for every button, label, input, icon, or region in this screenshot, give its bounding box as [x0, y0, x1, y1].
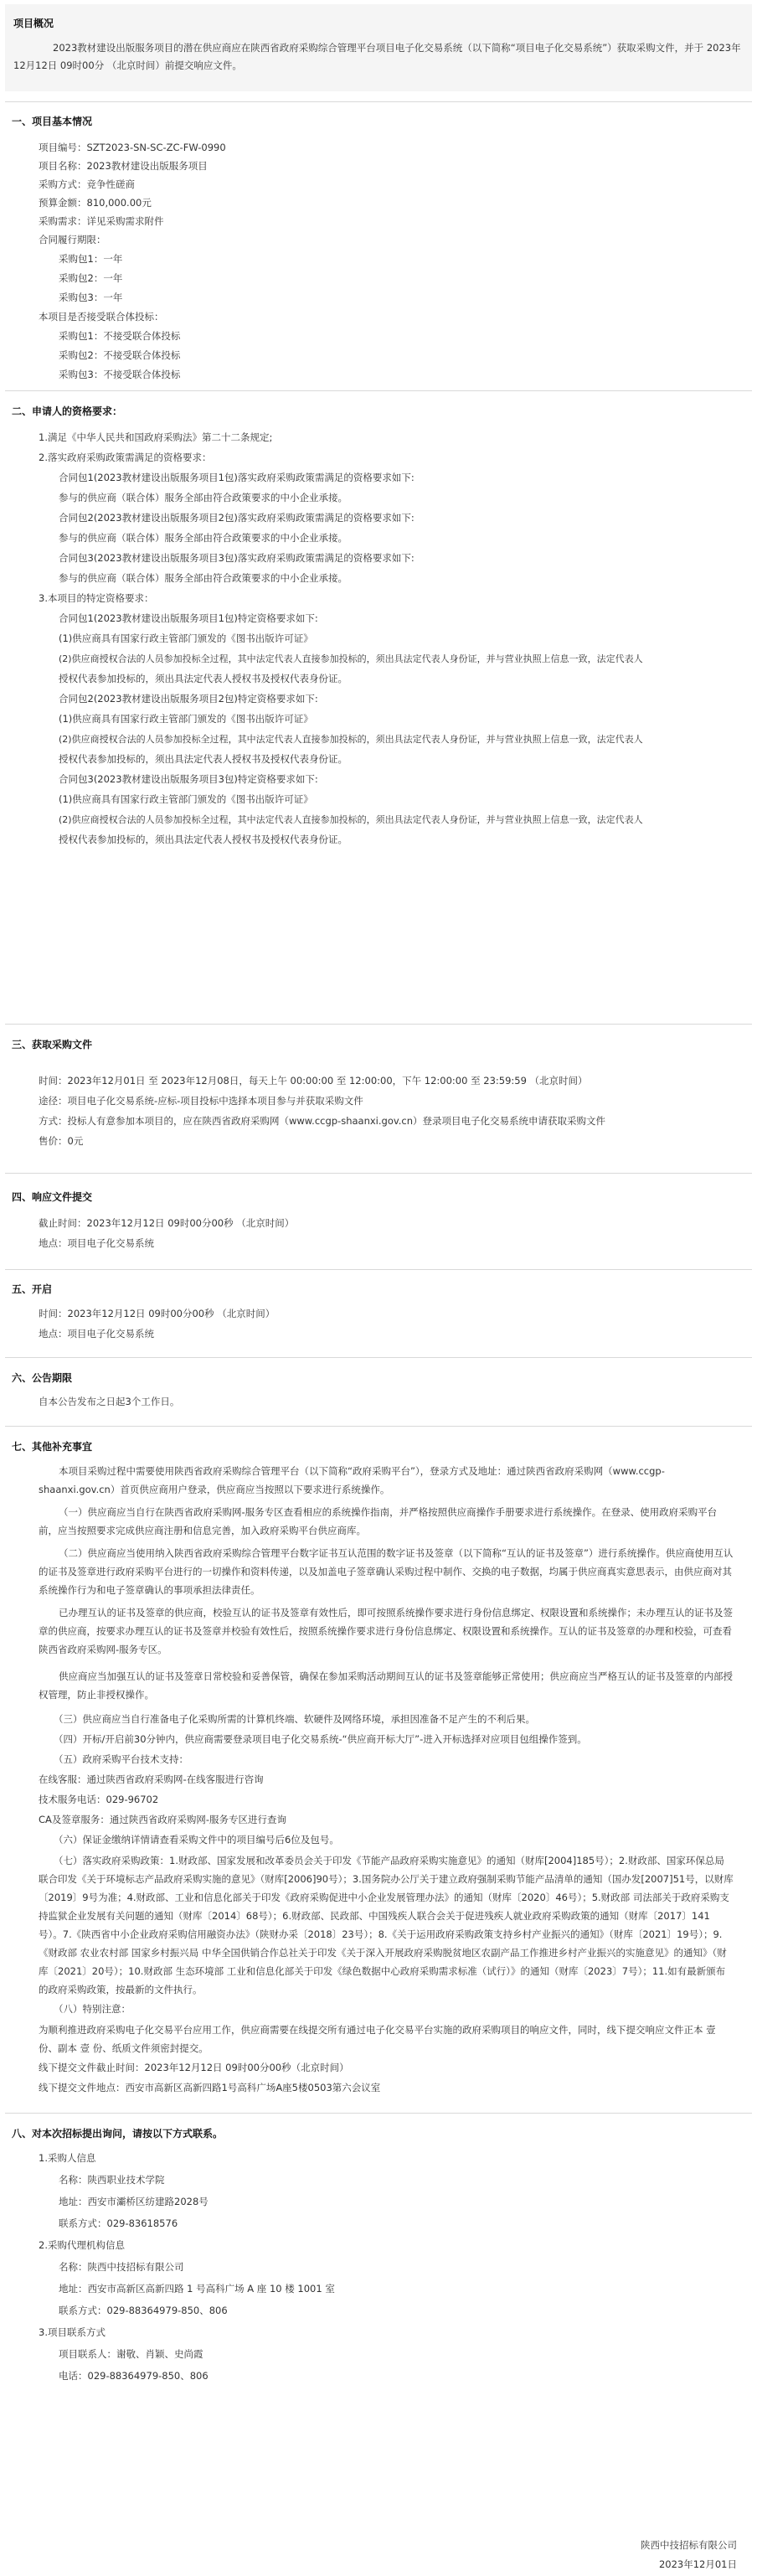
- overview-title: 项目概况: [13, 18, 54, 29]
- section-title-basic-info: 一、项目基本情况: [12, 116, 93, 127]
- qualification-line: (2)供应商授权合法的人员参加投标全过程，其中法定代表人直接参加投标的，须出具法定代表人身份证，并与营业执照上信息一致，法定代表人: [59, 734, 643, 745]
- divider: [5, 1173, 752, 1174]
- project-number: 项目编号：SZT2023-SN-SC-ZC-FW-0990: [39, 142, 226, 153]
- opening-location: 地点：项目电子化交易系统: [39, 1328, 154, 1340]
- contact-line: 联系方式：029-88364979-850、806: [59, 2305, 228, 2316]
- qualification-line: 参与的供应商（联合体）服务全部由符合政策要求的中小企业承接。: [59, 572, 348, 584]
- contact-heading: 1.采购人信息: [39, 2152, 96, 2164]
- qualification-line: 参与的供应商（联合体）服务全部由符合政策要求的中小企业承接。: [59, 532, 348, 544]
- divider: [5, 101, 752, 102]
- submission-deadline: 截止时间：2023年12月12日 09时00分00秒 （北京时间）: [39, 1217, 295, 1229]
- section-title-contact: 八、对本次招标提出询问，请按以下方式联系。: [12, 2128, 224, 2140]
- other-matters-line: 在线客服：通过陕西省政府采购网-在线客服进行咨询: [39, 1773, 264, 1785]
- divider: [5, 1024, 752, 1025]
- contact-heading: 3.项目联系方式: [39, 2326, 106, 2338]
- contact-line: 项目联系人：谢敬、肖颖、史尚霞: [59, 2348, 203, 2360]
- divider: [5, 390, 752, 391]
- offline-deadline: 线下提交文件截止时间：2023年12月12日 09时00分00秒（北京时间）: [39, 2062, 349, 2073]
- qualification-line: 授权代表参加投标的，须出具法定代表人授权书及授权代表身份证。: [59, 673, 348, 684]
- other-matters-line: （八）特别注意：: [54, 2003, 131, 2015]
- signature-date: 2023年12月01日: [658, 2558, 737, 2570]
- budget-amount: 预算金额：810,000.00元: [39, 197, 152, 209]
- qualification-line: 合同包2(2023教材建设出版服务项目2包)落实政府采购政策需满足的资格要求如下:: [59, 512, 415, 524]
- procurement-method: 采购方式：竞争性磋商: [39, 178, 135, 190]
- signature-org: 陕西中技招标有限公司: [641, 2539, 737, 2551]
- package-3-period: 采购包3：一年: [59, 292, 123, 303]
- other-matters-paragraph: 为顺利推进政府采购电子化交易平台应用工作，供应商需要在线提交所有通过电子化交易平台实施的政府采购项目的响应文件，同时，线下提交响应文件正本 壹 份、副本 壹 份、纸质文件须密封提交。: [39, 2024, 716, 2054]
- contact-line: 地址：西安市灞桥区纺建路2028号: [59, 2196, 209, 2207]
- contact-line: 名称：陕西中技招标有限公司: [59, 2261, 184, 2273]
- qualification-line: 参与的供应商（联合体）服务全部由符合政策要求的中小企业承接。: [59, 492, 348, 503]
- overview-box: [5, 4, 752, 91]
- contact-line: 名称：陕西职业技术学院: [59, 2174, 165, 2186]
- obtain-time: 时间：2023年12月01日 至 2023年12月08日，每天上午 00:00:00 至 12:00:00，下午 12:00:00 至 23:59:59 （北京时间）: [39, 1075, 588, 1087]
- qualification-line: (2)供应商授权合法的人员参加投标全过程，其中法定代表人直接参加投标的，须出具法定代表人身份证，并与营业执照上信息一致，法定代表人: [59, 814, 643, 825]
- contact-line: 电话：029-88364979-850、806: [59, 2370, 209, 2382]
- qualification-line: 2.落实政府采购政策需满足的资格要求：: [39, 452, 212, 463]
- other-matters-line: （五）政府采购平台技术支持：: [54, 1753, 188, 1765]
- package-1-period: 采购包1：一年: [59, 253, 123, 265]
- qualification-line: 合同包3(2023教材建设出版服务项目3包)落实政府采购政策需满足的资格要求如下:: [59, 552, 415, 564]
- qualification-line: (2)供应商授权合法的人员参加投标全过程，其中法定代表人直接参加投标的，须出具法定代表人身份证，并与营业执照上信息一致，法定代表人: [59, 653, 643, 664]
- contact-line: 地址：西安市高新区高新四路 1 号高科广场 A 座 10 楼 1001 室: [59, 2283, 335, 2295]
- qualification-line: 授权代表参加投标的，须出具法定代表人授权书及授权代表身份证。: [59, 753, 348, 765]
- other-matters-line: （三）供应商应当自行准备电子化采购所需的计算机终端、软硬件及网络环境，承担因准备不足产生的不利后果。: [54, 1713, 535, 1725]
- contact-heading: 2.采购代理机构信息: [39, 2239, 125, 2251]
- other-matters-line: CA及签章服务：通过陕西省政府采购网-服务专区进行查询: [39, 1814, 287, 1825]
- submission-location: 地点：项目电子化交易系统: [39, 1237, 154, 1249]
- other-matters-paragraph: 本项目采购过程中需要使用陕西省政府采购综合管理平台（以下简称“政府采购平台”），登录方式及地址：通过陕西省政府采购网（www.ccgp-shaanxi.gov.cn）首页供应商用户登录，供应商应当按照以下要求进行系统操作。: [39, 1465, 665, 1495]
- qualification-line: 合同包3(2023教材建设出版服务项目3包)特定资格要求如下:: [59, 773, 318, 785]
- contract-period-label: 合同履行期限：: [39, 234, 106, 245]
- divider: [5, 1357, 752, 1358]
- qualification-line: (1)供应商具有国家行政主管部门颁发的《图书出版许可证》: [59, 793, 313, 805]
- section-title-other-matters: 七、其他补充事宜: [12, 1441, 93, 1453]
- qualification-line: 合同包2(2023教材建设出版服务项目2包)特定资格要求如下:: [59, 693, 318, 705]
- other-matters-paragraph: 供应商应当加强互认的证书及签章日常校验和妥善保管，确保在参加采购活动期间互认的证书及签章能够正常使用；供应商应当严格互认的证书及签章的内部授权管理，防止非授权操作。: [39, 1670, 733, 1701]
- divider: [5, 1269, 752, 1270]
- section-title-obtain-documents: 三、获取采购文件: [12, 1039, 93, 1051]
- other-matters-paragraph: 已办理互认的证书及签章的供应商，校验互认的证书及签章有效性后，即可按照系统操作要求进行身份信息绑定、权限设置和系统操作；未办理互认的证书及签章的供应商，按要求办理互认的证书及签章并校验有效性后，按照系统操作要求进行身份信息绑定、权限设置和系统操作。互认的证书及签章的办理和校验，可查看陕西省政府采购网-服务专区。: [39, 1607, 733, 1655]
- procurement-requirement: 采购需求：详见采购需求附件: [39, 215, 164, 227]
- package-1-consortium: 采购包1：不接受联合体投标: [59, 330, 181, 342]
- other-matters-line: （六）保证金缴纳详情请查看采购文件中的项目编号后6位及包号。: [54, 1834, 339, 1846]
- project-name: 项目名称：2023教材建设出版服务项目: [39, 160, 208, 172]
- package-2-consortium: 采购包2：不接受联合体投标: [59, 349, 181, 361]
- section-title-qualification: 二、申请人的资格要求：: [12, 405, 123, 417]
- qualification-line: 3.本项目的特定资格要求：: [39, 592, 154, 604]
- divider: [5, 1426, 752, 1427]
- section-title-opening: 五、开启: [12, 1283, 53, 1295]
- section-title-notice-period: 六、公告期限: [12, 1372, 73, 1384]
- qualification-line: 合同包1(2023教材建设出版服务项目1包)特定资格要求如下:: [59, 612, 318, 624]
- qualification-line: (1)供应商具有国家行政主管部门颁发的《图书出版许可证》: [59, 713, 313, 725]
- other-matters-line: （四）开标/开启前30分钟内，供应商需要登录项目电子化交易系统-“供应商开标大厅”-进入开标选择对应项目包组操作签到。: [54, 1733, 587, 1745]
- qualification-line: 合同包1(2023教材建设出版服务项目1包)落实政府采购政策需满足的资格要求如下:: [59, 472, 415, 483]
- contact-line: 联系方式：029-83618576: [59, 2217, 178, 2229]
- section-title-submission: 四、响应文件提交: [12, 1191, 93, 1203]
- package-3-consortium: 采购包3：不接受联合体投标: [59, 369, 181, 380]
- overview-text: 2023教材建设出版服务项目的潜在供应商应在陕西省政府采购综合管理平台项目电子化交易系统（以下简称“项目电子化交易系统”）获取采购文件，并于 2023年12月12日 09时00分 （北京时间）前提交响应文件。: [13, 42, 741, 71]
- obtain-method: 方式：投标人有意参加本项目的，应在陕西省政府采购网（www.ccgp-shaanxi.gov.cn）登录项目电子化交易系统申请获取采购文件: [39, 1115, 606, 1127]
- obtain-price: 售价：0元: [39, 1135, 84, 1147]
- other-matters-paragraph: （二）供应商应当使用纳入陕西省政府采购综合管理平台数字证书互认范围的数字证书及签章（以下简称“互认的证书及签章”）进行系统操作。供应商使用互认的证书及签章进行政府采购平台进行的一切操作和资料传递，以及加盖电子签章确认采购过程中制作、交换的电子数据，均属于供应商真实意思表示，由供应商对其系统操作行为和电子签章确认的事项承担法律责任。: [39, 1547, 734, 1596]
- qualification-line: 授权代表参加投标的，须出具法定代表人授权书及授权代表身份证。: [59, 834, 348, 845]
- other-matters-line: 技术服务电话：029-96702: [39, 1794, 159, 1805]
- opening-time: 时间：2023年12月12日 09时00分00秒 （北京时间）: [39, 1308, 276, 1319]
- consortium-label: 本项目是否接受联合体投标：: [39, 311, 164, 323]
- offline-location: 线下提交文件地点：西安市高新区高新四路1号高科广场A座5楼0503第六会议室: [39, 2082, 381, 2093]
- other-matters-paragraph: （一）供应商应当自行在陕西省政府采购网-服务专区查看相应的系统操作指南，并严格按照供应商操作手册要求进行系统操作。在登录、使用政府采购平台前，应当按照要求完成供应商注册和信息完善，加入政府采购平台供应商库。: [39, 1506, 718, 1536]
- qualification-line: (1)供应商具有国家行政主管部门颁发的《图书出版许可证》: [59, 632, 313, 644]
- package-2-period: 采购包2：一年: [59, 272, 123, 284]
- notice-period-text: 自本公告发布之日起3个工作日。: [39, 1396, 180, 1407]
- policy-paragraph: （七）落实政府采购政策：1.财政部、国家发展和改革委员会关于印发《节能产品政府采购实施意见》的通知（财库[2004]185号）；2.财政部、国家环保总局联合印发《关于环境标志产品政府采购实施的意见》（财库[2006]90号）；3.国务院办公厅关于建立政府强制采购节能产品清单的通知（国办发[2007]51号，以财库〔2019〕9号为准；4.财政部、工业和信息化部关于印发《政府采购促进中小企业发展管理办法》的通知（财库〔2020〕46号）；5.财政部 司法部关于政府采购支持监狱企业发展有关问题的通知（财库〔2014〕68号）；6.财政部、民政部、中国残疾人联合会关于促进残疾人就业政府采购政策的通知（财库〔2017〕141号）。7.《陕西省中小企业政府采购信用融资办法》（陕财办采〔2018〕23号）；8.《关于运用政府采购政策支持乡村产业振兴的通知》（财库〔2021〕19号）；9.《财政部 农业农村部 国家乡村振兴局 中华全国供销合作总社关于印发《关于深入开展政府采购脱贫地区农副产品工作推进乡村产业振兴的实施意见》的通知》（财库〔2021〕20号）；10.财政部 生态环境部 工业和信息化部关于印发《绿色数据中心政府采购需求标准（试行）》的通知（财库〔2023〕7号）；11.如有最新颁布的政府采购政策，按最新的文件执行。: [39, 1855, 734, 1995]
- qualification-line: 1.满足《中华人民共和国政府采购法》第二十二条规定;: [39, 431, 273, 443]
- divider: [5, 2113, 752, 2114]
- obtain-channel: 途径：项目电子化交易系统-应标-项目投标中选择本项目参与并获取采购文件: [39, 1095, 363, 1107]
